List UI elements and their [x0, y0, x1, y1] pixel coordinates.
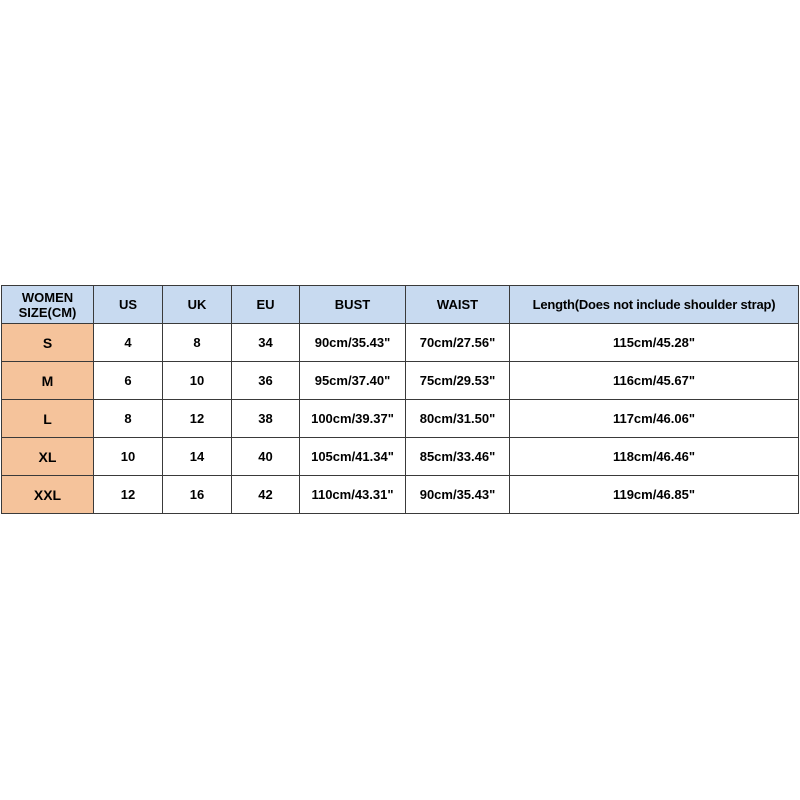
waist-cell: 90cm/35.43" [406, 476, 510, 514]
header-waist: WAIST [406, 286, 510, 324]
bust-cell: 105cm/41.34" [300, 438, 406, 476]
eu-cell: 42 [232, 476, 300, 514]
eu-cell: 40 [232, 438, 300, 476]
header-uk: UK [163, 286, 232, 324]
table-row [2, 476, 799, 514]
size-chart-table [1, 285, 799, 514]
length-cell: 117cm/46.06" [510, 400, 799, 438]
uk-cell: 14 [163, 438, 232, 476]
length-cell: 119cm/46.85" [510, 476, 799, 514]
size-cell: M [2, 362, 94, 400]
waist-cell: 85cm/33.46" [406, 438, 510, 476]
us-cell: 6 [94, 362, 163, 400]
length-cell: 118cm/46.46" [510, 438, 799, 476]
header-length: Length(Does not include shoulder strap) [510, 286, 799, 324]
header-bust: BUST [300, 286, 406, 324]
size-cell: L [2, 400, 94, 438]
waist-cell: 75cm/29.53" [406, 362, 510, 400]
length-cell: 115cm/45.28" [510, 324, 799, 362]
bust-cell: 110cm/43.31" [300, 476, 406, 514]
eu-cell: 38 [232, 400, 300, 438]
bust-cell: 100cm/39.37" [300, 400, 406, 438]
table-row [2, 324, 799, 362]
us-cell: 10 [94, 438, 163, 476]
uk-cell: 10 [163, 362, 232, 400]
waist-cell: 80cm/31.50" [406, 400, 510, 438]
bust-cell: 95cm/37.40" [300, 362, 406, 400]
eu-cell: 36 [232, 362, 300, 400]
us-cell: 4 [94, 324, 163, 362]
header-women-size: WOMEN SIZE(CM) [2, 286, 94, 324]
header-row [2, 286, 799, 324]
header-us: US [94, 286, 163, 324]
size-cell: XXL [2, 476, 94, 514]
us-cell: 8 [94, 400, 163, 438]
size-cell: XL [2, 438, 94, 476]
us-cell: 12 [94, 476, 163, 514]
uk-cell: 8 [163, 324, 232, 362]
uk-cell: 12 [163, 400, 232, 438]
size-cell: S [2, 324, 94, 362]
header-eu: EU [232, 286, 300, 324]
table-row [2, 438, 799, 476]
eu-cell: 34 [232, 324, 300, 362]
table-row [2, 400, 799, 438]
table-row [2, 362, 799, 400]
uk-cell: 16 [163, 476, 232, 514]
bust-cell: 90cm/35.43" [300, 324, 406, 362]
waist-cell: 70cm/27.56" [406, 324, 510, 362]
length-cell: 116cm/45.67" [510, 362, 799, 400]
